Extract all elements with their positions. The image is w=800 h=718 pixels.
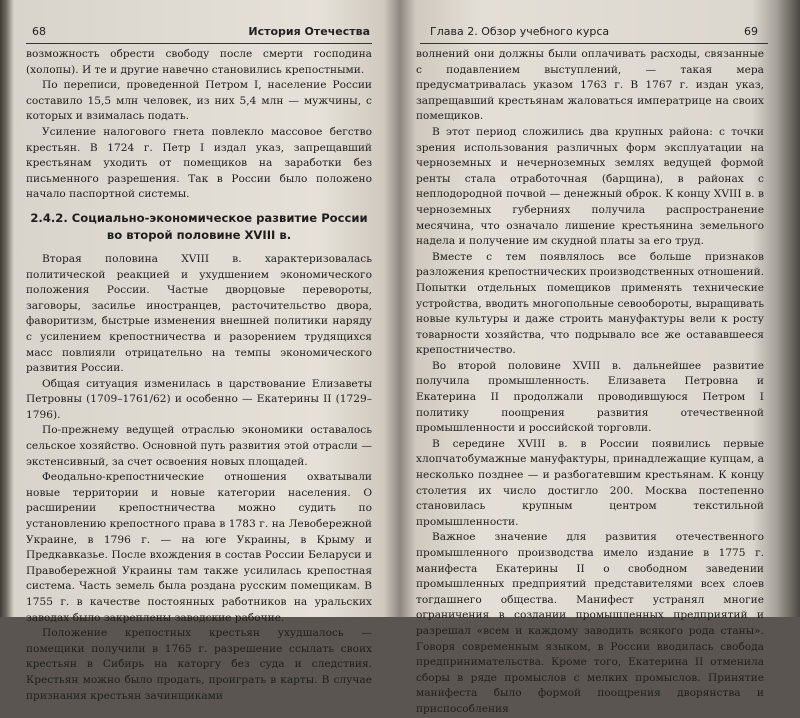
left-paragraphs-before	[26, 47, 372, 203]
paragraph: Важное значение для развития отечественного промышленного производства имело издание в 1775 г. манифеста Екатерины II о свободном заведении промышленных предприятий представителями всех слоев тогдашнего общества. Манифест устранял многие ограничения в создании промышленных предприятий и разрешал «всем и каждому заводить всякого рода станы». Говоря современным языком, в России вводилась свобода предпринимательства. Кроме того, Екатерина II отменила сборы в ряде промыслов с мелких промыслов. Принятие манифеста было формой поощрения дворянства и приспособления	[416, 531, 764, 715]
section-heading-line: во второй половине XVIII в.	[106, 227, 292, 242]
left-running-head: История Отечества	[248, 25, 370, 38]
left-paragraphs-after	[26, 252, 372, 704]
section-heading	[26, 210, 372, 244]
right-page-header	[420, 25, 768, 41]
paragraph: Положение крепостных крестьян ухудшалось — помещики получили в 1765 г. разрешение ссылать своих крестьян в Сибирь на каторгу без суда и следствия. Крестьян можно было продать, проиграть в карты. В случае признания крестьян зачинщиками	[26, 627, 372, 702]
paragraph: волнений они должны были оплачивать расходы, связанные с подавлением выступлений, — такая мера предусматривалась указом 1763 г. В 1767 г. издан указ, запрещавший крестьянам жаловаться императрице на своих помещиков.	[416, 48, 764, 123]
paragraph: В середине XVIII в. в России появились первые хлопчатобумажные мануфактуры, принадлежащие купцам, а несколько позднее — и разбогатевшим крестьянам. К концу столетия их число достигло 200. Москва постепенно становилась крупным центром текстильной промышленности.	[416, 437, 764, 528]
header-rule	[420, 43, 768, 44]
paragraph: По-прежнему ведущей отраслью экономики оставалось сельское хозяйство. Основной путь развития этой отрасли — экстенсивный, за счет освоения новых площадей.	[26, 424, 372, 468]
left-page-number: 68	[32, 25, 46, 38]
right-page	[408, 0, 776, 715]
section-heading-line: 2.4.2. Социально-экономическое развитие России	[30, 210, 368, 225]
paragraph: возможность обрести свободу после смерти господина (холопы). И те и другие навечно становились крепостными.	[26, 48, 372, 76]
paragraph: Усиление налогового гнета повлекло массовое бегство крестьян. В 1724 г. Петр I издал указ, запрещавший крестьянам уходить от помещиков на заработки без письменного разрешения. Так в России было положено начало паспортной системы.	[26, 125, 372, 201]
header-rule	[26, 43, 372, 44]
right-paragraphs	[416, 47, 764, 718]
right-page-text	[416, 47, 764, 718]
paragraph: По переписи, проведенной Петром I, население России составило 15,5 млн человек, из них 5,4 млн — мужчины, с которых и взималась подать.	[26, 79, 372, 123]
paragraph: Феодально-крепостнические отношения охватывали новые территории и новые категории населения. О расширении крепостничества можно судить по установлению крепостного права в 1783 г. на Левобережной Украине, в 1796 г. — на юге Украины, в Крыму и Предкавказье. После вхождения в состав России Беларуси и Правобережной Украины там также усилилась крепостная система. Часть земель была роздана русским помещикам. В 1755 г. в качестве постоянных работников на уральских заводах было закреплены заводские рабочие.	[26, 471, 372, 624]
paragraph: В этот период сложились два крупных района: с точки зрения использования различных форм эксплуатации на черноземных и нечерноземных землях ведущей формой ренты стала отработочная (барщина), в районах с неплодородной почвой — денежный оброк. К концу XVIII в. в черноземных губерниях получила распространение месячина, что означало лишение крестьянина земельного надела и получение им скудной платы за его труд.	[416, 125, 764, 248]
left-page-header	[26, 25, 372, 41]
paragraph: Во второй половине XVIII в. дальнейшее развитие получила промышленность. Елизавета Петровна и Екатерина II продолжали проводившуюся Петром I политику поощрения развития отечественной промышленности и российской торговли.	[416, 359, 764, 435]
left-page-text	[26, 47, 372, 704]
right-page-number: 69	[744, 25, 758, 38]
right-running-head: Глава 2. Обзор учебного курса	[430, 25, 610, 38]
left-page	[14, 0, 380, 702]
paragraph: Общая ситуация изменилась в царствование Елизаветы Петровны (1709–1761/62) и особенно — Екатерины II (1729–1796).	[26, 377, 372, 421]
paragraph: Вторая половина XVIII в. характеризовалась политической реакцией и ухудшением экономического положения России. Частые дворцовые перевороты, заговоры, засилье иностранцев, расточительство двора, фаворитизм, быстрые изменения внешней политики наряду с усилением крепостничества и разорением трудящихся масс повлияли отрицательно на темпы экономического развития России.	[26, 252, 372, 375]
paragraph: Вместе с тем появлялось все больше признаков разложения крепостнических производственных отношений. Попытки отдельных помещиков применять технические устройства, вводить многопольные севообороты, выращивать новые культуры и даже строить мануфактуры вели к росту товарности хозяйства, что подрывало все же остававшееся крепостничество.	[416, 250, 764, 357]
